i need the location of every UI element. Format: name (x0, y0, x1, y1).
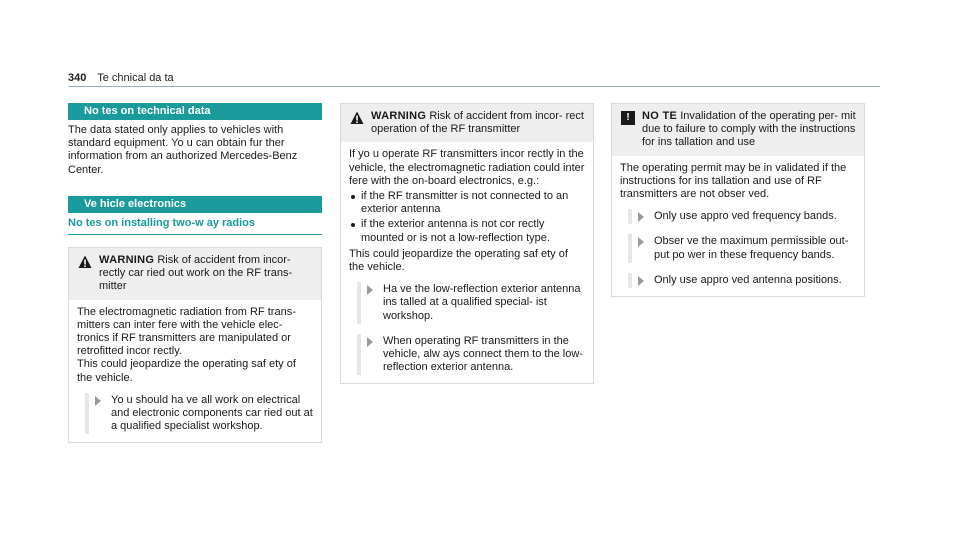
bullet-icon (351, 223, 355, 227)
warning-paragraph: The electromagnetic radiation from RF trans‐ mitters can inter fere with the vehicle elec‐ tronics if RF transmitters are manipulated or retrofitted incor rectly. (77, 305, 296, 358)
note-text: Invalidation of the operating per‐ mit due to failure to comply with the instructions for ins tallation and use (642, 110, 856, 149)
list-item (349, 218, 585, 244)
warning-body (341, 142, 593, 383)
step-text: When operating RF transmitters in the vehicle, alw ays connect them to the low-reflection exterior antenna. (383, 334, 583, 374)
warning-text: Risk of accident from incor‐ rect operation of the RF transmitter (371, 110, 584, 136)
exclamation-icon: ! (621, 111, 635, 125)
subheading-two-way-radios: No tes on installing two-w ay radios (68, 217, 322, 235)
step-text: Obser ve the maximum permissible out‐ put po wer in these frequency bands. (654, 235, 849, 261)
technical-data-paragraph: The data stated only applies to vehicles with standard equipment. Yo u can obtain fur ther information from an authorized Mercedes-Benz Center. (68, 124, 298, 176)
note-box-operating-permit (611, 103, 865, 297)
column-middle (340, 103, 594, 384)
bullet-text: if the RF transmitter is not connected to an exterior antenna (361, 190, 569, 216)
arrow-right-icon (638, 212, 644, 222)
header-divider (68, 86, 880, 87)
instruction-step (628, 234, 856, 262)
section-heading-technical-data: No tes on technical data (68, 103, 322, 120)
step-text: Ha ve the low-reflection exterior antenna ins talled at a qualified special‐ ist workshop. (383, 283, 581, 322)
arrow-right-icon (95, 396, 101, 406)
warning-paragraph: This could jeopardize the operating saf ety of the vehicle. (349, 247, 568, 274)
warning-keyword: WARNING (371, 110, 427, 122)
warning-triangle-icon (350, 111, 364, 125)
page-header (68, 72, 174, 84)
warning-paragraph: If yo u operate RF transmitters incor rectly in the vehicle, the electromagnetic radiation could inter fere with the on-board electronics, e.g.: (349, 148, 585, 187)
arrow-right-icon (367, 285, 373, 295)
warning-body (69, 300, 321, 443)
note-body (612, 156, 864, 296)
warning-header (341, 104, 593, 142)
warning-text: Risk of accident from incor‐ rectly car ried out work on the RF trans‐ mitter (99, 254, 293, 293)
instruction-step (628, 273, 856, 288)
instruction-step (357, 282, 585, 324)
note-header (612, 104, 864, 156)
arrow-right-icon (638, 276, 644, 286)
bullet-text: if the exterior antenna is not cor rectly mounted or is not a low-reflection type. (361, 218, 550, 244)
warning-paragraph: This could jeopardize the operating saf ety of the vehicle. (77, 358, 296, 384)
section-heading-vehicle-electronics: Ve hicle electronics (68, 196, 322, 213)
instruction-step (628, 209, 856, 224)
warning-box-rf-operation (340, 103, 594, 384)
column-right (611, 103, 865, 297)
column-left (68, 103, 322, 443)
bullet-icon (351, 195, 355, 199)
chapter-title: Te chnical da ta (97, 72, 174, 84)
arrow-right-icon (638, 237, 644, 247)
instruction-step (85, 393, 313, 435)
step-text: Only use appro ved antenna positions. (654, 273, 842, 286)
warning-triangle-icon (78, 255, 92, 269)
warning-header (69, 248, 321, 300)
instruction-step (357, 334, 585, 376)
arrow-right-icon (367, 337, 373, 347)
warning-box-rf-work (68, 247, 322, 443)
list-item (349, 190, 585, 216)
note-paragraph: The operating permit may be in validated if the instructions for ins tallation and use of RF transmitters are not obser ved. (620, 161, 847, 201)
step-text: Yo u should ha ve all work on electrical and electronic components car ried out at a qualified specialist workshop. (111, 393, 313, 433)
note-keyword: NO TE (642, 110, 678, 122)
step-text: Only use appro ved frequency bands. (654, 210, 837, 223)
warning-keyword: WARNING (99, 254, 155, 267)
page-number: 340 (68, 72, 87, 84)
